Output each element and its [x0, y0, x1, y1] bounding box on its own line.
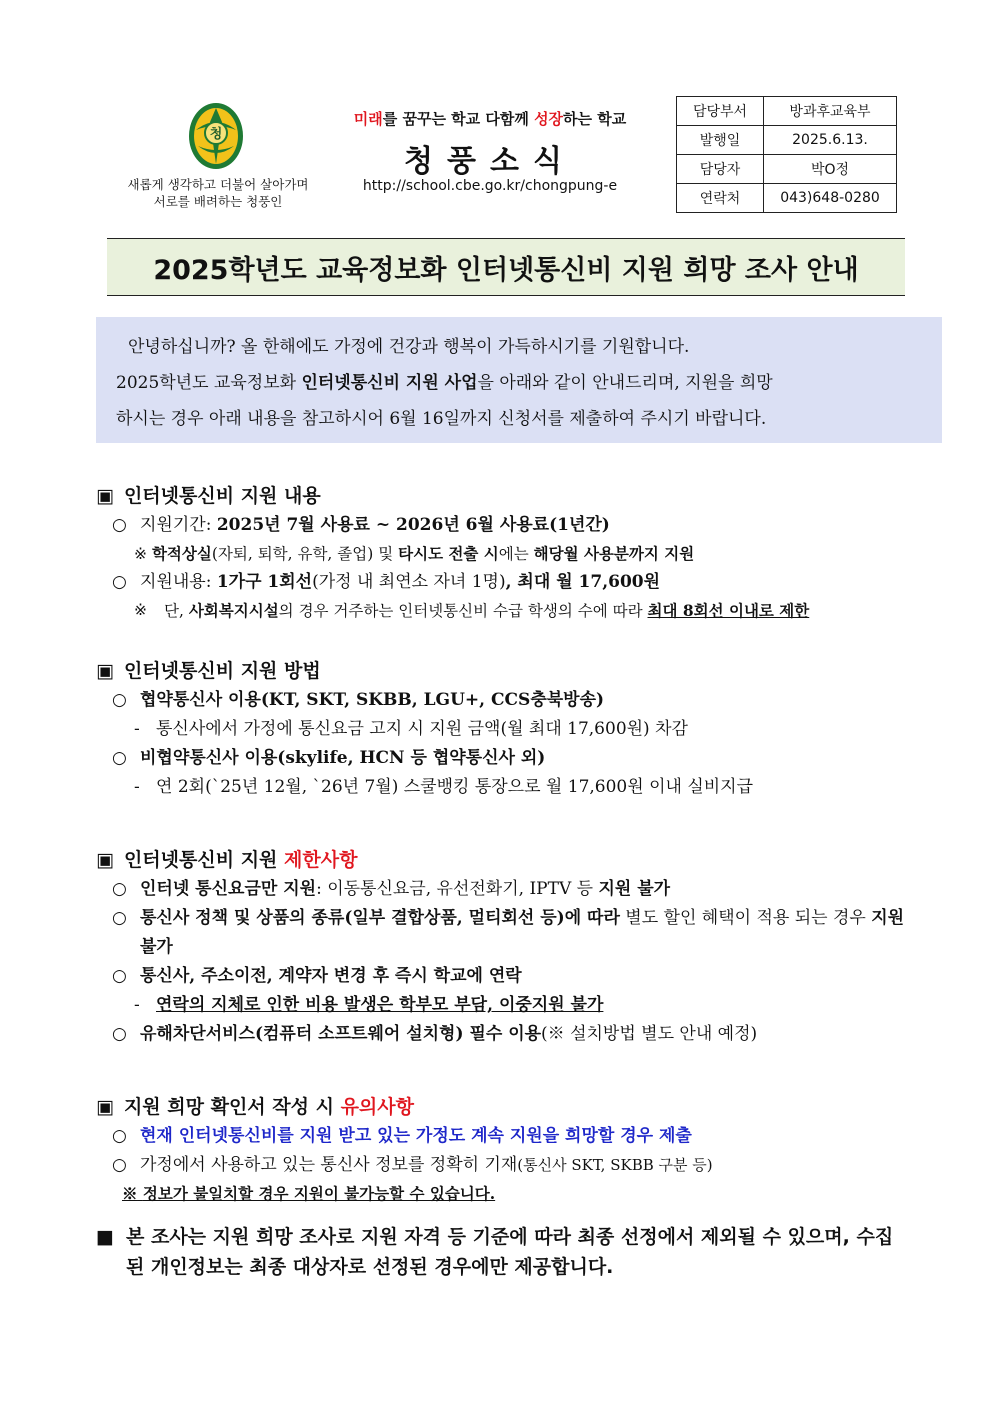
slogan-line-1: 새롭게 생각하고 더불어 살아가며 — [127, 177, 309, 192]
item-text: (※ 설치방법 별도 안내 예정) — [541, 1024, 758, 1044]
school-logo — [186, 100, 246, 174]
note-item — [96, 540, 906, 568]
info-row — [677, 97, 897, 126]
item-value: 1가구 1회선 — [216, 572, 313, 592]
list-item — [96, 744, 906, 773]
school-url: http://school.cbe.go.kr/chongpung-e — [362, 178, 618, 194]
info-value: 2025.6.13. — [764, 126, 897, 155]
item-body — [140, 904, 906, 962]
intro-line-1: 안녕하십니까? 올 한해에도 가정에 건강과 행복이 가득하시기를 기원합니다. — [128, 337, 690, 357]
dash-bullet-icon: - — [134, 995, 140, 1015]
circle-bullet-icon: ○ — [112, 748, 127, 768]
info-key: 담당부서 — [677, 97, 764, 126]
school-slogan — [118, 176, 318, 210]
square-bullet-icon: ■ — [96, 1226, 114, 1248]
list-item — [96, 875, 906, 904]
circle-bullet-icon: ○ — [112, 879, 127, 899]
info-key: 담당자 — [677, 155, 764, 184]
circle-bullet-icon: ○ — [112, 966, 127, 986]
info-value: 방과후교육부 — [764, 97, 897, 126]
info-row — [677, 155, 897, 184]
info-key: 발행일 — [677, 126, 764, 155]
list-item — [96, 1020, 906, 1049]
note-emphasis: 학적상실 — [151, 544, 212, 563]
final-notice-text: 본 조사는 지원 희망 조사로 지원 자격 등 기준에 따라 최종 선정에서 제외될 수 있으며, 수집된 개인정보는 최종 대상자로 선정된 경우에만 제공합니다. — [126, 1226, 894, 1278]
note-text: (자퇴, 퇴학, 유학, 졸업) 및 — [211, 545, 399, 563]
list-item — [96, 962, 906, 991]
heading-text: 지원 희망 확인서 작성 시 — [123, 1096, 341, 1118]
note-item — [96, 1180, 906, 1208]
info-value: 박O정 — [764, 155, 897, 184]
item-text: 비협약통신사 이용(skylife, HCN 등 협약통신사 외) — [140, 748, 546, 768]
note-text: 의 경우 거주하는 인터넷통신비 수급 학생의 수에 따라 — [278, 602, 648, 620]
section-precautions — [96, 1092, 906, 1208]
item-text: (통신사 SKT, SKBB 구분 등) — [517, 1156, 713, 1174]
intro-text: 을 아래와 같이 안내드리며, 지원을 희망 — [477, 373, 773, 393]
item-text: : 이동통신요금, 유선전화기, IPTV 등 — [316, 879, 599, 899]
intro-box — [96, 317, 942, 443]
section-heading — [96, 481, 906, 511]
item-label: 지원내용: — [140, 572, 217, 592]
logo-char: 청 — [209, 127, 223, 142]
info-table — [676, 96, 897, 213]
sub-item — [96, 773, 906, 802]
circle-bullet-icon: ○ — [112, 1155, 127, 1175]
item-text: 가정에서 사용하고 있는 통신사 정보를 정확히 기재 — [140, 1155, 518, 1175]
heading-text: 인터넷통신비 지원 — [123, 849, 285, 871]
slogan-line-2: 서로를 배려하는 청풍인 — [153, 194, 283, 209]
circle-bullet-icon: ○ — [112, 690, 127, 710]
item-emphasis: 인터넷 통신요금만 지원 — [140, 879, 317, 899]
dash-bullet-icon: - — [134, 719, 140, 739]
sub-item-text: 연락의 지체로 인한 비용 발생은 학부모 부담, 이중지원 불가 — [156, 995, 604, 1015]
section-heading — [96, 1092, 906, 1122]
section-heading — [96, 656, 906, 686]
newsletter-title: 청풍소식 — [404, 144, 576, 179]
item-text: 통신사, 주소이전, 계약자 변경 후 즉시 학교에 연락 — [140, 966, 522, 986]
item-label: 지원기간: — [140, 515, 217, 535]
box-bullet-icon: ▣ — [96, 660, 114, 682]
school-motto — [330, 108, 650, 129]
note-text: 단, — [164, 602, 189, 620]
school-emblem-icon — [186, 100, 246, 174]
dash-bullet-icon: - — [134, 777, 140, 797]
info-row — [677, 126, 897, 155]
item-value: , 최대 월 17,600원 — [505, 572, 661, 592]
page-title: 2025학년도 교육정보화 인터넷통신비 지원 희망 조사 안내 — [153, 254, 859, 286]
item-emphasis: 통신사 정책 및 상품의 종류(일부 결합상품, 멀티회선 등)에 따라 — [140, 908, 620, 928]
final-notice — [96, 1222, 906, 1282]
heading-text: 인터넷통신비 지원 내용 — [123, 485, 321, 507]
motto-text-2: 하는 학교 — [563, 110, 627, 128]
section-restrictions — [96, 845, 906, 1049]
info-row — [677, 184, 897, 213]
motto-text-1: 를 꿈꾸는 학교 다함께 — [382, 110, 535, 128]
note-text: 정보가 불일치할 경우 지원이 불가능할 수 있습니다. — [142, 1184, 496, 1203]
heading-highlight: 제한사항 — [284, 849, 358, 871]
item-text: 별도 할인 혜택이 적용 되는 경우 — [619, 908, 872, 928]
section-heading — [96, 845, 906, 875]
list-item — [96, 904, 906, 962]
info-value: 043)648-0280 — [764, 184, 897, 213]
section-support-content — [96, 481, 906, 625]
box-bullet-icon: ▣ — [96, 1096, 114, 1118]
note-body — [122, 1184, 495, 1203]
item-emphasis: 지원 불가 — [598, 879, 671, 899]
item-body — [140, 1020, 906, 1049]
intro-line-2 — [116, 365, 924, 401]
circle-bullet-icon: ○ — [112, 572, 127, 592]
sub-item — [96, 991, 906, 1020]
circle-bullet-icon: ○ — [112, 1024, 127, 1044]
sub-item-text: 연 2회(`25년 12월, `26년 7월) 스쿨뱅킹 통장으로 월 17,600원 이내 실비지급 — [156, 777, 754, 797]
note-mark-icon: ※ — [122, 1184, 138, 1203]
circle-bullet-icon: ○ — [112, 908, 127, 928]
sub-item-text: 통신사에서 가정에 통신요금 고지 시 지원 금액(월 최대 17,600원) 차감 — [156, 719, 688, 739]
note-emphasis: 타시도 전출 시 — [398, 544, 499, 563]
box-bullet-icon: ▣ — [96, 849, 114, 871]
box-bullet-icon: ▣ — [96, 485, 114, 507]
note-emphasis: 최대 8회선 이내로 제한 — [647, 601, 810, 620]
list-item — [96, 1122, 906, 1151]
heading-text: 인터넷통신비 지원 방법 — [123, 660, 321, 682]
motto-highlight-1: 미래 — [353, 110, 383, 128]
list-item — [96, 511, 906, 540]
circle-bullet-icon: ○ — [112, 1126, 127, 1146]
item-text: 협약통신사 이용(KT, SKT, SKBB, LGU+, CCS충북방송) — [140, 690, 605, 710]
note-emphasis: 사회복지시설 — [188, 601, 279, 620]
list-item — [96, 686, 906, 715]
list-item — [96, 568, 906, 597]
title-bar — [107, 238, 905, 296]
note-mark-icon: ※ — [134, 545, 147, 563]
intro-text: 2025학년도 교육정보화 — [116, 373, 302, 393]
note-mark-icon: ※ — [134, 601, 147, 619]
circle-bullet-icon: ○ — [112, 515, 127, 535]
info-key: 연락처 — [677, 184, 764, 213]
item-text: (가정 내 최연소 자녀 1명) — [312, 572, 506, 592]
note-text: 에는 — [498, 545, 534, 563]
item-value: 2025년 7월 사용료 ~ 2026년 6월 사용료(1년간) — [216, 515, 610, 535]
sub-item — [96, 715, 906, 744]
section-support-method — [96, 656, 906, 802]
note-body — [164, 597, 809, 625]
intro-line-3: 하시는 경우 아래 내용을 참고하시어 6월 16일까지 신청서를 제출하여 주시기 바랍니다. — [116, 409, 767, 429]
note-item — [96, 597, 906, 625]
item-text: 현재 인터넷통신비를 지원 받고 있는 가정도 계속 지원을 희망할 경우 제출 — [140, 1126, 692, 1146]
list-item — [96, 1151, 906, 1180]
note-emphasis: 해당월 사용분까지 지원 — [533, 544, 695, 563]
heading-highlight: 유의사항 — [340, 1096, 414, 1118]
motto-highlight-2: 성장 — [534, 110, 564, 128]
final-notice-body — [96, 1222, 906, 1282]
item-emphasis: 유해차단서비스(컴퓨터 소프트웨어 설치형) 필수 이용 — [140, 1024, 542, 1044]
item-emphasis: 지원 불가 — [140, 908, 905, 957]
intro-emphasis: 인터넷통신비 지원 사업 — [301, 373, 478, 393]
